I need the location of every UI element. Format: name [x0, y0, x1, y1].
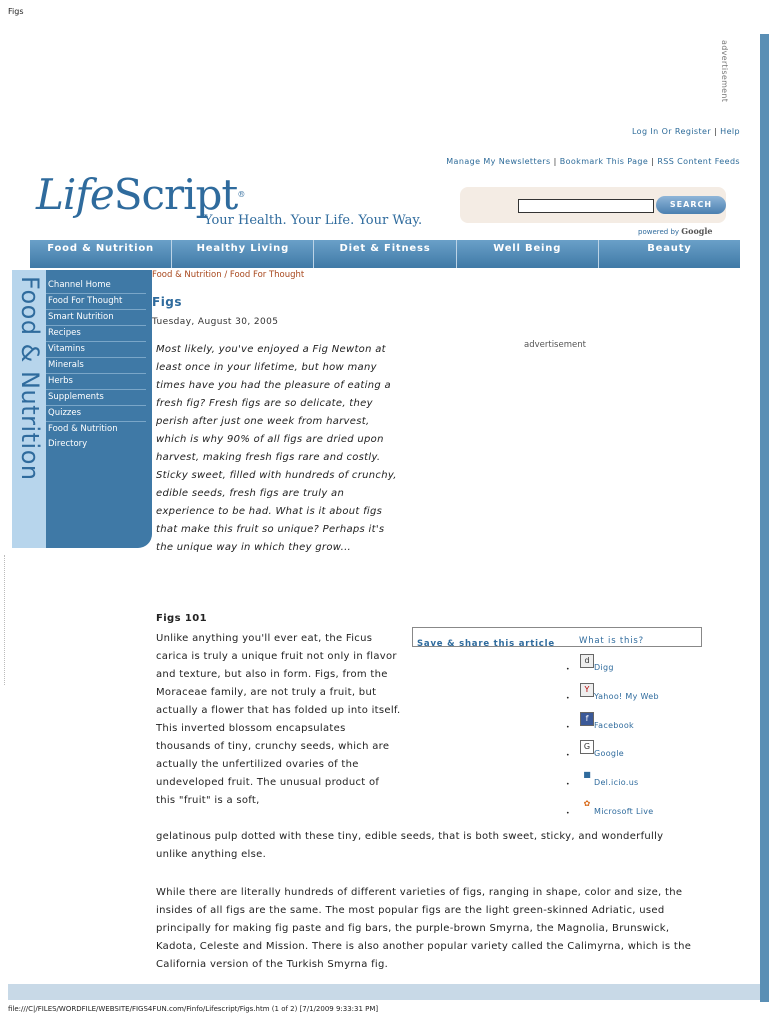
logo-tagline: Your Health. Your Life. Your Way. [204, 213, 423, 228]
share-item-google[interactable]: • G Google [566, 742, 625, 760]
link-separator: | [651, 157, 655, 166]
sidebar-item-minerals[interactable]: Minerals [46, 358, 146, 374]
main-navigation [30, 240, 740, 268]
login-register-link[interactable]: Log In Or Register [631, 127, 712, 136]
share-box [412, 627, 702, 647]
search-button[interactable]: SEARCH [656, 196, 726, 214]
advertisement-label: advertisement [524, 340, 586, 350]
digg-icon: d [580, 654, 594, 668]
microsoft-live-icon: ✿ [580, 798, 594, 812]
share-item-facebook[interactable]: • f Facebook [566, 713, 634, 731]
sidebar-item-quizzes[interactable]: Quizzes [46, 406, 146, 422]
share-label: Save & share this article [417, 639, 555, 649]
logo-registered-mark: ® [237, 190, 245, 199]
sidebar-item-herbs[interactable]: Herbs [46, 374, 146, 390]
article-paragraph-1-continued: gelatinous pulp dotted with these tiny, edible seeds, that is both sweet, sticky, and wonderfully unlike anything else. [156, 831, 664, 860]
manage-newsletters-link[interactable]: Manage My Newsletters [446, 157, 551, 166]
sidebar-item-vitamins[interactable]: Vitamins [46, 342, 146, 358]
search-panel [460, 187, 726, 223]
share-item-delicious[interactable]: • ■ Del.icio.us [566, 770, 639, 789]
nav-beauty[interactable]: Beauty [647, 243, 692, 254]
sidebar-channel-title: Food & Nutrition [16, 276, 44, 481]
link-separator: | [553, 157, 557, 166]
sidebar-menu [46, 278, 146, 452]
facebook-icon: f [580, 712, 594, 726]
article-paragraph-1: Unlike anything you'll ever eat, the Ficus carica is truly a unique fruit not only in flavor and texture, but also in form. Figs, from the Moraceae family, are not truly a fruit, but actually a flower that has folded up into itself. This inverted blossom encapsulates thousands of tiny, crunchy seeds, which are actually the unfertilized ovaries of the undeveloped fruit. The unusual product of this "fruit" is a soft, [156, 633, 401, 806]
share-item-label[interactable]: Del.icio.us [594, 778, 639, 788]
share-item-digg[interactable]: • d Digg [566, 656, 614, 673]
vertical-advertisement-label: advertisement [720, 40, 729, 103]
share-item-label[interactable]: Google [594, 749, 625, 759]
powered-by-google [638, 226, 713, 236]
bookmark-link[interactable]: Bookmark This Page [559, 157, 649, 166]
channel-sidebar [12, 270, 152, 548]
sidebar-item-directory-line2[interactable]: Directory [48, 439, 88, 449]
yahoo-icon: Y [580, 683, 594, 697]
sidebar-item-food-for-thought[interactable]: Food For Thought [46, 294, 146, 310]
scrollbar[interactable] [760, 34, 769, 1002]
what-is-this-link[interactable]: What is this? [579, 636, 644, 646]
nav-healthy-living[interactable]: Healthy Living [172, 240, 314, 268]
search-input[interactable] [518, 199, 654, 213]
rss-feeds-link[interactable]: RSS Content Feeds [657, 157, 740, 166]
account-links [632, 127, 740, 136]
sidebar-item-directory-line1[interactable]: Food & Nutrition [48, 424, 118, 434]
google-icon: G [580, 740, 594, 754]
nav-food-nutrition[interactable]: Food & Nutrition [30, 240, 172, 268]
page-edge-divider [4, 555, 6, 685]
utility-links [446, 157, 740, 166]
print-footer-path: file:///C|/FILES/WORDFILE/WEBSITE/FIGS4FUN.com/Finfo/Lifescript/Figs.htm (1 of 2) [7/1/2009 9:33:31 PM] [8, 1005, 379, 1013]
google-wordmark: Google [681, 226, 713, 236]
logo-script-text: Script [113, 170, 238, 219]
share-item-label[interactable]: Facebook [594, 720, 634, 730]
article-date: Tuesday, August 30, 2005 [152, 317, 279, 327]
section-heading: Figs 101 [156, 613, 207, 624]
article-paragraph-2: While there are literally hundreds of different varieties of figs, ranging in shape, color and size, the insides of all figs are the same. The most popular figs are the light green-skinned Adriatic, used principally for making fig paste and fig bars, the purple-brown Smyrna, the Magnolia, Brunswick, Kadota, Celeste and Mission. There is also another popular variety called the Calimyrna, which is the California version of the Turkish Smyrna fig. [156, 887, 692, 970]
lifescript-logo[interactable] [36, 170, 423, 233]
logo-life-text: Life [36, 170, 114, 219]
share-list [566, 652, 746, 825]
share-item-label[interactable]: Yahoo! My Web [594, 691, 659, 701]
sidebar-item-channel-home[interactable]: Channel Home [46, 278, 146, 294]
powered-by-text: powered by [638, 228, 680, 236]
sidebar-item-smart-nutrition[interactable]: Smart Nutrition [46, 310, 146, 326]
sidebar-item-supplements[interactable]: Supplements [46, 390, 146, 406]
breadcrumb[interactable]: Food & Nutrition / Food For Thought [152, 270, 305, 280]
delicious-icon: ■ [580, 769, 594, 783]
link-separator: | [714, 127, 718, 136]
share-item-yahoo[interactable]: • Y Yahoo! My Web [566, 684, 659, 702]
article-intro: Most likely, you've enjoyed a Fig Newton at least once in your lifetime, but how many times have you had the pleasure of eating a fresh fig? Fresh figs are so delicate, they perish after just one week from harvest, which is why 90% of all figs are dried upon harvest, making fresh figs rare and costly. Sticky sweet, filled with hundreds of crunchy, edible seeds, fresh figs are truly an experience to be had. What is it about figs that make this fruit so unique? Perhaps it's the unique way in which they grow... [156, 344, 397, 553]
help-link[interactable]: Help [720, 127, 740, 136]
share-item-label[interactable]: Digg [594, 663, 614, 672]
article-title: Figs [152, 295, 183, 309]
print-page-title: Figs [8, 7, 24, 16]
footer-bar [8, 984, 760, 1000]
share-item-label[interactable]: Microsoft Live [594, 806, 654, 816]
nav-well-being[interactable]: Well Being [457, 240, 599, 268]
nav-diet-fitness[interactable]: Diet & Fitness [314, 240, 456, 268]
share-item-microsoft-live[interactable]: • ✿ Microsoft Live [566, 798, 654, 817]
sidebar-item-recipes[interactable]: Recipes [46, 326, 146, 342]
